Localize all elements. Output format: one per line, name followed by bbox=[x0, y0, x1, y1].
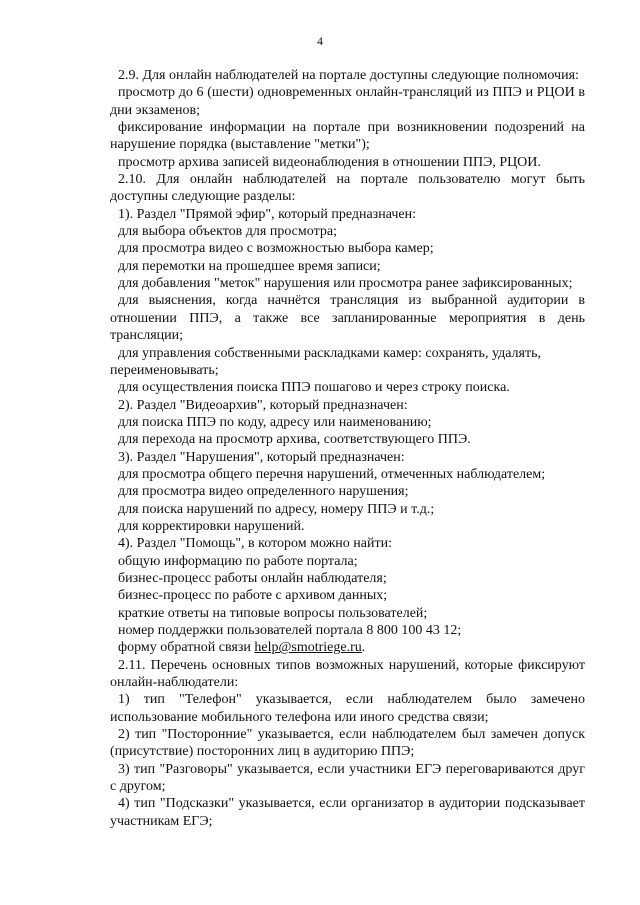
feedback-email-link[interactable]: help@smotriege.ru bbox=[254, 640, 362, 656]
list-item: фиксирование информации на портале при возникновении подозрений на нарушение порядка (выставление "метки"); bbox=[110, 120, 585, 153]
list-item: для поиска ППЭ по коду, адресу или наименованию; bbox=[118, 414, 432, 430]
subsection-archive-heading: 2). Раздел "Видеоархив", который предназначен: bbox=[118, 397, 408, 413]
list-item: 3) тип "Разговоры" указывается, если участники ЕГЭ переговариваются друг с другом; bbox=[110, 761, 585, 795]
feedback-label: форму обратной связи bbox=[118, 640, 255, 656]
document-body bbox=[110, 67, 585, 830]
list-item: бизнес-процесс по работе с архивом данных; bbox=[118, 588, 388, 604]
list-item: краткие ответы на типовые вопросы пользователей; bbox=[118, 605, 428, 621]
list-item: 1) тип "Телефон" указывается, если наблюдателем было замечено использование мобильного телефона или иного средства связи; bbox=[110, 692, 585, 725]
feedback-line bbox=[110, 639, 585, 656]
list-item: для просмотра общего перечня нарушений, отмеченных наблюдателем; bbox=[118, 466, 546, 482]
list-item: просмотр архива записей видеонаблюдения в отношении ППЭ, РЦОИ. bbox=[118, 154, 541, 170]
list-item: общую информацию по работе портала; bbox=[118, 553, 358, 569]
subsection-violations-heading: 3). Раздел "Нарушения", который предназначен: bbox=[118, 449, 405, 465]
feedback-suffix: . bbox=[361, 640, 366, 656]
list-item: просмотр до 6 (шести) одновременных онлайн-трансляций из ППЭ и РЦОИ в дни экзаменов; bbox=[110, 85, 585, 118]
list-item: для поиска нарушений по адресу, номеру ППЭ и т.д.; bbox=[118, 501, 435, 517]
list-item: 2) тип "Посторонние" указывается, если наблюдателем был замечен допуск (присутствие) посторонних лиц в аудиторию ППЭ; bbox=[110, 727, 585, 760]
list-item: для управления собственными раскладками камер: сохранять, удалять, переименовывать; bbox=[110, 345, 541, 378]
subsection-live-heading: 1). Раздел "Прямой эфир", который предназначен: bbox=[118, 206, 416, 222]
list-item: бизнес-процесс работы онлайн наблюдателя; bbox=[118, 570, 387, 586]
section-2-9-heading: 2.9. Для онлайн наблюдателей на портале доступны следующие полномочия: bbox=[118, 68, 579, 83]
list-item: для просмотра видео с возможностью выбора камер; bbox=[118, 241, 434, 257]
section-2-10-heading: 2.10. Для онлайн наблюдателей на портале пользователю могут быть доступны следующие разделы: bbox=[110, 172, 585, 205]
list-item: для выяснения, когда начнётся трансляция из выбранной аудитории в отношении ППЭ, а также все запланированные мероприятия в день трансляции; bbox=[110, 293, 585, 344]
subsection-help-heading: 4). Раздел "Помощь", в котором можно найти: bbox=[118, 536, 392, 552]
page-number: 4 bbox=[317, 34, 323, 48]
section-2-11-heading: 2.11. Перечень основных типов возможных нарушений, которые фиксируют онлайн-наблюдатели: bbox=[110, 657, 585, 691]
list-item: номер поддержки пользователей портала 8 800 100 43 12; bbox=[118, 623, 462, 638]
list-item: для выбора объектов для просмотра; bbox=[118, 224, 337, 240]
list-item: для осуществления поиска ППЭ пошагово и через строку поиска. bbox=[118, 380, 510, 396]
list-item: для перехода на просмотр архива, соответствующего ППЭ. bbox=[118, 432, 471, 448]
list-item: для корректировки нарушений. bbox=[118, 518, 305, 534]
list-item: для перемотки на прошедшее время записи; bbox=[118, 258, 381, 274]
list-item: 4) тип "Подсказки" указывается, если организатор в аудитории подсказывает участникам ЕГЭ; bbox=[110, 796, 585, 829]
list-item: для просмотра видео определенного нарушения; bbox=[118, 484, 409, 500]
list-item: для добавления "меток" нарушения или просмотра ранее зафиксированных; bbox=[118, 276, 573, 292]
